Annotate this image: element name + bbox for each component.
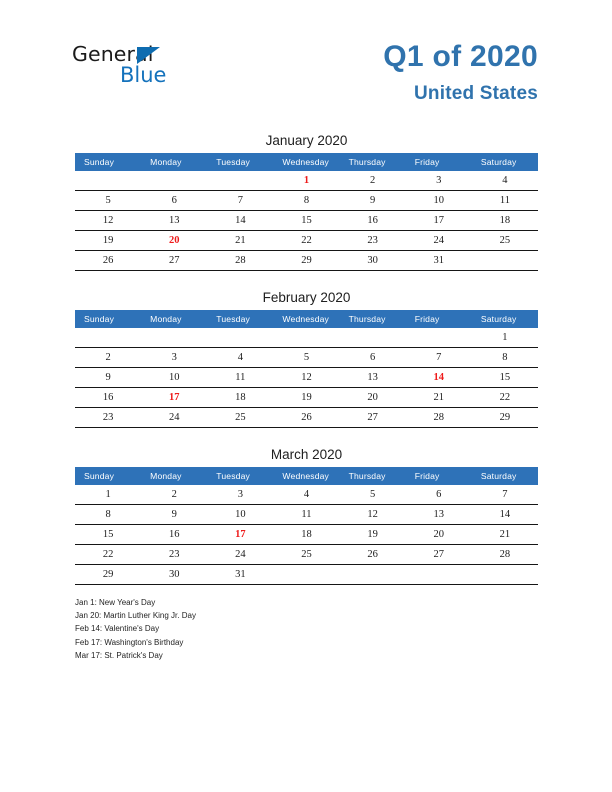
weekday-header-row	[75, 153, 538, 171]
month-calendar-table	[75, 153, 538, 271]
calendar-day[interactable]: 29	[472, 408, 538, 428]
month-block	[75, 447, 538, 585]
logo-triangle-icon	[137, 47, 160, 64]
calendar-day[interactable]: 3	[406, 171, 472, 191]
calendar-day[interactable]: 16	[340, 211, 406, 231]
weekday-header-thursday: Thursday	[340, 310, 406, 328]
page-subtitle-country: United States	[413, 82, 538, 104]
calendar-day[interactable]: 28	[207, 251, 273, 271]
calendar-week-row	[75, 565, 538, 585]
holiday-legend	[75, 596, 455, 662]
calendar-day[interactable]: 24	[141, 408, 207, 428]
weekday-header-monday: Monday	[141, 467, 207, 485]
calendar-week-row	[75, 545, 538, 565]
calendar-day[interactable]: 27	[406, 545, 472, 565]
calendar-day-empty	[472, 251, 538, 271]
page-title: Q1 of 2020	[383, 40, 538, 73]
weekday-header-tuesday: Tuesday	[207, 153, 273, 171]
calendar-week-row	[75, 348, 538, 368]
calendar-day[interactable]: 10	[406, 191, 472, 211]
calendar-day[interactable]: 6	[340, 348, 406, 368]
weekday-header-friday: Friday	[406, 467, 472, 485]
calendar-day[interactable]: 24	[406, 231, 472, 251]
weekday-header-tuesday: Tuesday	[207, 310, 273, 328]
calendar-day[interactable]: 14	[207, 211, 273, 231]
weekday-header-thursday: Thursday	[340, 467, 406, 485]
calendar-day[interactable]: 4	[207, 348, 273, 368]
month-calendar-table	[75, 467, 538, 585]
calendar-day-empty	[207, 328, 273, 348]
calendar-day[interactable]: 7	[406, 348, 472, 368]
page-header	[0, 0, 612, 110]
month-title: January 2020	[265, 133, 348, 148]
calendar-day[interactable]: 1	[75, 485, 141, 505]
holiday-legend-item: Feb 17: Washington's Birthday	[75, 637, 184, 647]
calendar-day[interactable]: 27	[141, 251, 207, 271]
calendar-day[interactable]: 25	[273, 545, 339, 565]
calendar-day[interactable]: 23	[141, 545, 207, 565]
calendar-day[interactable]: 19	[273, 388, 339, 408]
calendar-day[interactable]: 26	[75, 251, 141, 271]
calendar-day[interactable]: 21	[406, 388, 472, 408]
calendar-day[interactable]: 6	[406, 485, 472, 505]
calendar-week-row	[75, 485, 538, 505]
calendar-week-row	[75, 191, 538, 211]
calendar-day-empty	[207, 171, 273, 191]
weekday-header-sunday: Sunday	[75, 153, 141, 171]
calendar-day[interactable]: 16	[75, 388, 141, 408]
calendar-day[interactable]: 3	[207, 485, 273, 505]
calendar-day[interactable]: 31	[406, 251, 472, 271]
calendar-day[interactable]: 10	[207, 505, 273, 525]
calendar-day-empty	[273, 565, 339, 585]
calendar-week-row	[75, 525, 538, 545]
calendar-day-empty	[472, 565, 538, 585]
calendar-week-row	[75, 368, 538, 388]
calendar-week-row	[75, 505, 538, 525]
weekday-header-wednesday: Wednesday	[273, 310, 339, 328]
calendar-day[interactable]: 31	[207, 565, 273, 585]
weekday-header-tuesday: Tuesday	[207, 467, 273, 485]
calendar-day-empty	[406, 328, 472, 348]
holiday-legend-item: Jan 1: New Year's Day	[75, 598, 156, 607]
calendar-day-empty	[141, 328, 207, 348]
calendar-day[interactable]: 30	[340, 251, 406, 271]
calendar-day[interactable]: 11	[472, 191, 538, 211]
weekday-header-saturday: Saturday	[472, 310, 538, 328]
calendar-day[interactable]: 26	[273, 408, 339, 428]
calendar-day[interactable]: 26	[340, 545, 406, 565]
weekday-header-row	[75, 467, 538, 485]
calendar-day-empty	[141, 171, 207, 191]
calendar-day[interactable]: 29	[273, 251, 339, 271]
calendar-day[interactable]: 2	[340, 171, 406, 191]
calendar-day-holiday[interactable]: 14	[406, 368, 472, 388]
calendar-day[interactable]: 20	[406, 525, 472, 545]
calendar-day-empty	[75, 328, 141, 348]
weekday-header-wednesday: Wednesday	[273, 153, 339, 171]
calendar-day[interactable]: 18	[472, 211, 538, 231]
calendar-day[interactable]: 29	[75, 565, 141, 585]
calendar-day[interactable]: 17	[406, 211, 472, 231]
calendar-day[interactable]: 5	[273, 348, 339, 368]
calendar-day[interactable]: 9	[340, 191, 406, 211]
calendar-day[interactable]: 28	[472, 545, 538, 565]
calendar-day[interactable]: 16	[141, 525, 207, 545]
calendar-day[interactable]: 2	[75, 348, 141, 368]
calendar-day-empty	[406, 565, 472, 585]
calendar-day[interactable]: 18	[207, 388, 273, 408]
calendar-day[interactable]: 9	[75, 368, 141, 388]
weekday-header-row	[75, 310, 538, 328]
calendar-week-row	[75, 171, 538, 191]
calendar-day[interactable]: 23	[75, 408, 141, 428]
month-block	[75, 133, 538, 271]
calendar-day[interactable]: 7	[472, 485, 538, 505]
calendar-day[interactable]: 12	[340, 505, 406, 525]
month-title: March 2020	[270, 447, 343, 462]
calendar-day[interactable]: 15	[273, 211, 339, 231]
calendar-day[interactable]: 14	[472, 505, 538, 525]
calendar-day[interactable]: 24	[207, 545, 273, 565]
general-blue-logo	[72, 42, 252, 98]
calendar-day[interactable]: 8	[273, 191, 339, 211]
calendar-week-row	[75, 211, 538, 231]
calendar-day[interactable]: 11	[273, 505, 339, 525]
calendar-day[interactable]: 7	[207, 191, 273, 211]
calendar-day[interactable]: 25	[207, 408, 273, 428]
calendar-day[interactable]: 21	[207, 231, 273, 251]
calendar-day[interactable]: 19	[75, 231, 141, 251]
calendar-day-holiday[interactable]: 17	[207, 525, 273, 545]
month-block	[75, 290, 538, 428]
weekday-header-sunday: Sunday	[75, 467, 141, 485]
calendar-day[interactable]: 25	[472, 231, 538, 251]
holiday-legend-item: Jan 20: Martin Luther King Jr. Day	[75, 611, 196, 621]
calendar-day[interactable]: 12	[75, 211, 141, 231]
weekday-header-monday: Monday	[141, 153, 207, 171]
calendar-day[interactable]: 2	[141, 485, 207, 505]
calendar-day[interactable]: 5	[75, 191, 141, 211]
weekday-header-friday: Friday	[406, 310, 472, 328]
calendar-day[interactable]: 22	[472, 388, 538, 408]
weekday-header-thursday: Thursday	[340, 153, 406, 171]
calendar-day[interactable]: 15	[472, 368, 538, 388]
calendar-day[interactable]: 13	[406, 505, 472, 525]
calendar-day[interactable]: 27	[340, 408, 406, 428]
calendar-week-row	[75, 231, 538, 251]
calendar-day[interactable]: 8	[75, 505, 141, 525]
calendar-day[interactable]: 6	[141, 191, 207, 211]
calendar-months	[75, 133, 538, 604]
weekday-header-wednesday: Wednesday	[273, 467, 339, 485]
calendar-day-holiday[interactable]: 1	[273, 171, 339, 191]
logo-text-blue: Blue	[120, 63, 167, 87]
calendar-day[interactable]: 4	[273, 485, 339, 505]
weekday-header-friday: Friday	[406, 153, 472, 171]
calendar-day[interactable]: 5	[340, 485, 406, 505]
holiday-legend-item: Feb 14: Valentine's Day	[75, 624, 160, 634]
calendar-day-empty	[340, 565, 406, 585]
weekday-header-monday: Monday	[141, 310, 207, 328]
calendar-week-row	[75, 328, 538, 348]
calendar-day[interactable]: 8	[472, 348, 538, 368]
calendar-week-row	[75, 408, 538, 428]
calendar-day[interactable]: 18	[273, 525, 339, 545]
page-title-block	[383, 40, 538, 105]
calendar-day[interactable]: 15	[75, 525, 141, 545]
calendar-day[interactable]: 3	[141, 348, 207, 368]
holiday-legend-item: Mar 17: St. Patrick's Day	[75, 650, 163, 660]
month-calendar-table	[75, 310, 538, 428]
calendar-day[interactable]: 22	[75, 545, 141, 565]
calendar-day-empty	[273, 328, 339, 348]
calendar-day-empty	[75, 171, 141, 191]
calendar-day[interactable]: 13	[141, 211, 207, 231]
calendar-day[interactable]: 23	[340, 231, 406, 251]
weekday-header-saturday: Saturday	[472, 467, 538, 485]
weekday-header-saturday: Saturday	[472, 153, 538, 171]
calendar-day[interactable]: 21	[472, 525, 538, 545]
weekday-header-sunday: Sunday	[75, 310, 141, 328]
calendar-day-holiday[interactable]: 20	[141, 231, 207, 251]
calendar-day[interactable]: 4	[472, 171, 538, 191]
calendar-day[interactable]: 11	[207, 368, 273, 388]
logo-text-general: General	[72, 42, 154, 66]
calendar-day-empty	[340, 328, 406, 348]
calendar-day[interactable]: 19	[340, 525, 406, 545]
calendar-day[interactable]: 9	[141, 505, 207, 525]
calendar-day[interactable]: 12	[273, 368, 339, 388]
calendar-day[interactable]: 30	[141, 565, 207, 585]
calendar-week-row	[75, 251, 538, 271]
calendar-day[interactable]: 10	[141, 368, 207, 388]
calendar-day[interactable]: 20	[340, 388, 406, 408]
calendar-day[interactable]: 13	[340, 368, 406, 388]
calendar-day-holiday[interactable]: 17	[141, 388, 207, 408]
calendar-day[interactable]: 28	[406, 408, 472, 428]
calendar-day[interactable]: 22	[273, 231, 339, 251]
calendar-day[interactable]: 1	[472, 328, 538, 348]
calendar-week-row	[75, 388, 538, 408]
month-title: February 2020	[262, 290, 351, 305]
